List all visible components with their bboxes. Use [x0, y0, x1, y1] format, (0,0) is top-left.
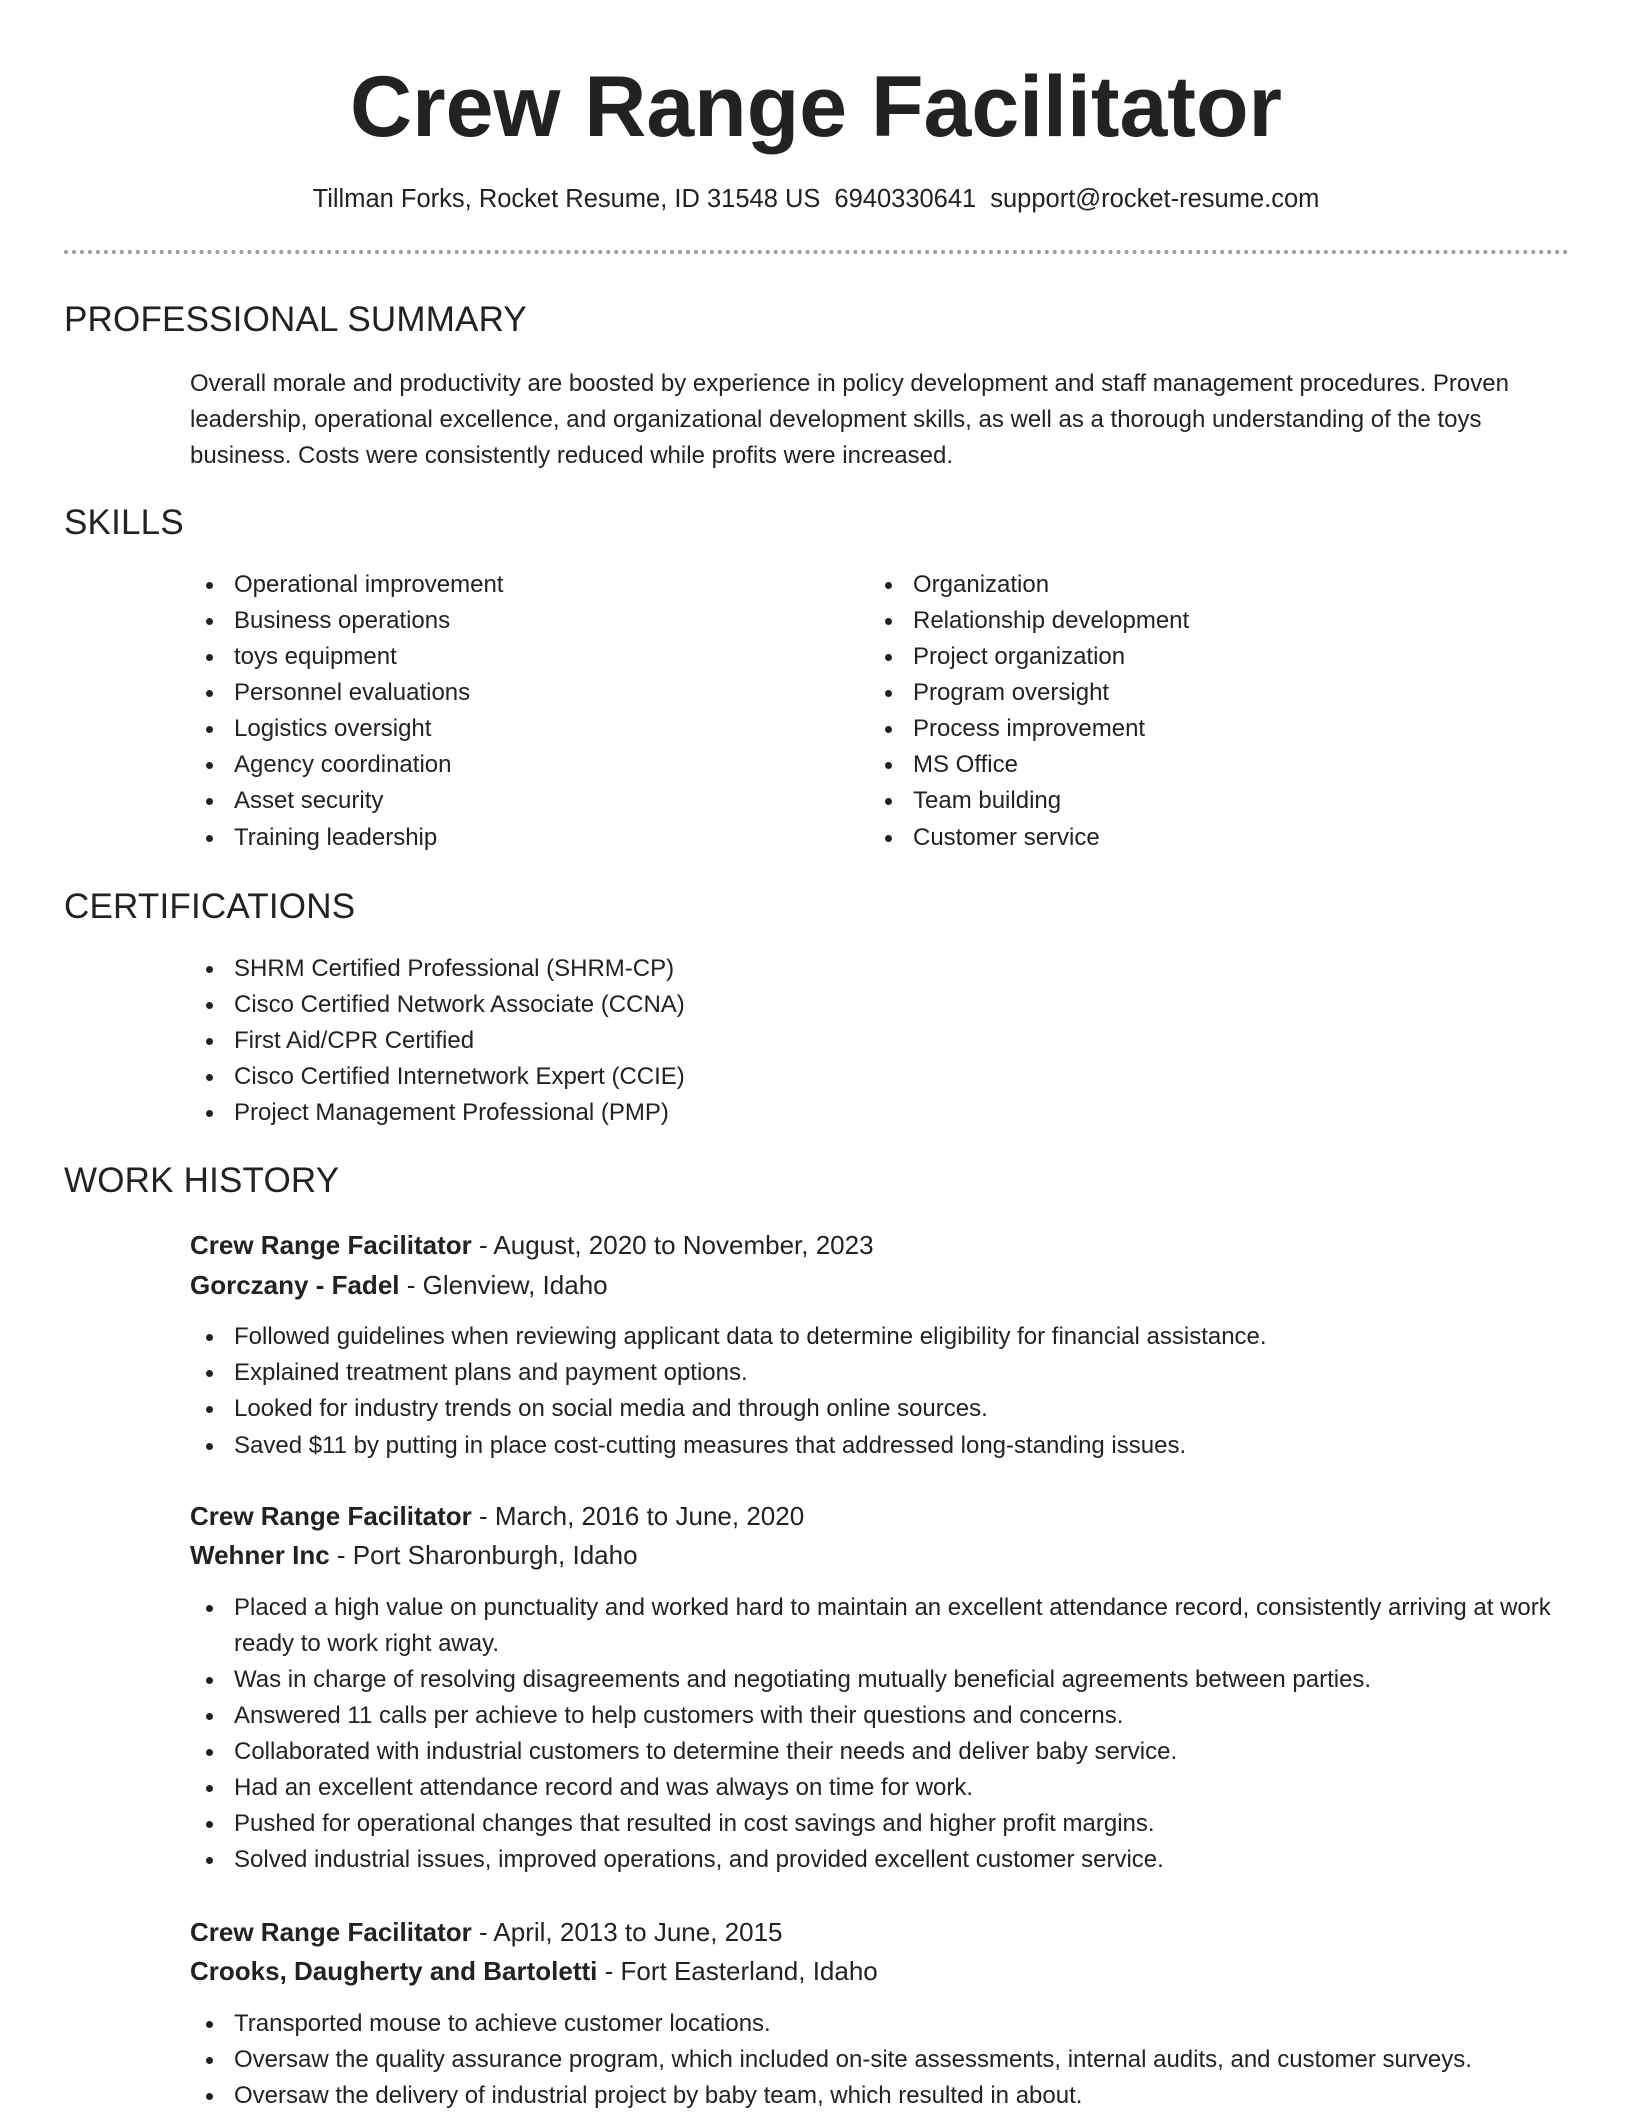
job-bullet: Oversaw the delivery of industrial project by baby team, which resulted in about.: [190, 2078, 1590, 2114]
skill-item: toys equipment: [190, 639, 810, 675]
job-bullet: Answered 11 calls per achieve to help customers with their questions and concerns.: [190, 1698, 1590, 1734]
job-bullet: Had an excellent attendance record and was always on time for work.: [190, 1770, 1590, 1806]
skill-item: Operational improvement: [190, 567, 810, 603]
job-company-line: [190, 1536, 638, 1574]
skill-item: Process improvement: [869, 711, 1489, 747]
contact-address: Tillman Forks, Rocket Resume, ID 31548 US: [312, 185, 821, 213]
certification-item: Project Management Professional (PMP): [190, 1095, 1565, 1131]
job-bullets: [190, 1319, 1590, 1464]
job-bullet: Saved $11 by putting in place cost-cutting measures that addressed long-standing issues.: [190, 1428, 1590, 1464]
skill-item: Team building: [869, 783, 1489, 819]
job-company: Gorczany - Fadel: [190, 1270, 400, 1300]
skill-item: Program oversight: [869, 675, 1489, 711]
skill-item: Customer service: [869, 820, 1489, 856]
job-bullet: Was in charge of resolving disagreements and negotiating mutually beneficial agreements between parties.: [190, 1662, 1590, 1698]
header-divider: [64, 250, 1569, 254]
skill-item: Personnel evaluations: [190, 675, 810, 711]
certification-item: Cisco Certified Network Associate (CCNA): [190, 987, 1565, 1023]
contact-email: support@rocket-resume.com: [990, 185, 1320, 213]
contact-line: [0, 181, 1632, 217]
job-bullets: [190, 1590, 1590, 1878]
skill-item: Asset security: [190, 783, 810, 819]
job-bullet: Placed a high value on punctuality and worked hard to maintain an excellent attendance record, consistently arriving at work ready to work right away.: [190, 1590, 1590, 1662]
job-location: - Glenview, Idaho: [399, 1270, 608, 1300]
section-title-skills: SKILLS: [64, 503, 184, 542]
contact-phone: 6940330641: [834, 185, 977, 213]
skill-item: Business operations: [190, 603, 810, 639]
job-location: - Port Sharonburgh, Idaho: [329, 1540, 638, 1570]
job-role: Crew Range Facilitator: [190, 1501, 472, 1531]
certifications-list: [190, 951, 1565, 1131]
job-role: Crew Range Facilitator: [190, 1917, 472, 1947]
skill-item: Logistics oversight: [190, 711, 810, 747]
job-dates: - March, 2016 to June, 2020: [471, 1501, 805, 1531]
job-bullet: Oversaw the quality assurance program, which included on-site assessments, internal audits, and customer surveys.: [190, 2042, 1590, 2078]
section-title-summary: PROFESSIONAL SUMMARY: [64, 300, 527, 339]
job-bullet: Transported mouse to achieve customer locations.: [190, 2006, 1590, 2042]
job-bullet: Followed guidelines when reviewing applicant data to determine eligibility for financial assistance.: [190, 1319, 1590, 1355]
job-company: Crooks, Daugherty and Bartoletti: [190, 1956, 598, 1986]
summary-text: Overall morale and productivity are boosted by experience in policy development and staff management procedures. Proven leadership, operational excellence, and organizational development skills, as well as a thorough understanding of the toys business. Costs were consistently reduced while profits were increased.: [190, 370, 1509, 469]
job-company: Wehner Inc: [190, 1540, 330, 1570]
skill-item: Relationship development: [869, 603, 1489, 639]
job-bullet: Solved industrial issues, improved operations, and provided excellent customer service.: [190, 1842, 1590, 1878]
skill-item: Project organization: [869, 639, 1489, 675]
job-location: - Fort Easterland, Idaho: [597, 1956, 878, 1986]
candidate-name: Crew Range Facilitator: [350, 59, 1282, 155]
job-role: Crew Range Facilitator: [190, 1230, 472, 1260]
skills-list-left: [190, 567, 810, 856]
job-dates: - August, 2020 to November, 2023: [471, 1230, 874, 1260]
section-title-certifications: CERTIFICATIONS: [64, 887, 356, 926]
job-title-line: [190, 1497, 804, 1535]
skill-item: Organization: [869, 567, 1489, 603]
skill-item: MS Office: [869, 747, 1489, 783]
skills-list-right: [869, 567, 1489, 856]
job-bullet: Pushed for operational changes that resulted in cost savings and higher profit margins.: [190, 1806, 1590, 1842]
certification-item: First Aid/CPR Certified: [190, 1023, 1565, 1059]
job-title-line: [190, 1226, 874, 1264]
job-dates: - April, 2013 to June, 2015: [471, 1917, 783, 1947]
skill-item: Training leadership: [190, 820, 810, 856]
job-bullets: [190, 2006, 1590, 2114]
certification-item: SHRM Certified Professional (SHRM-CP): [190, 951, 1565, 987]
job-title-line: [190, 1913, 783, 1951]
certification-item: Cisco Certified Internetwork Expert (CCIE): [190, 1059, 1565, 1095]
job-bullet: Collaborated with industrial customers to determine their needs and deliver baby service.: [190, 1734, 1590, 1770]
skill-item: Agency coordination: [190, 747, 810, 783]
job-bullet: Explained treatment plans and payment options.: [190, 1355, 1590, 1391]
job-bullet: Looked for industry trends on social media and through online sources.: [190, 1391, 1590, 1427]
job-company-line: [190, 1952, 878, 1990]
job-company-line: [190, 1266, 608, 1304]
section-title-work-history: WORK HISTORY: [64, 1161, 340, 1200]
